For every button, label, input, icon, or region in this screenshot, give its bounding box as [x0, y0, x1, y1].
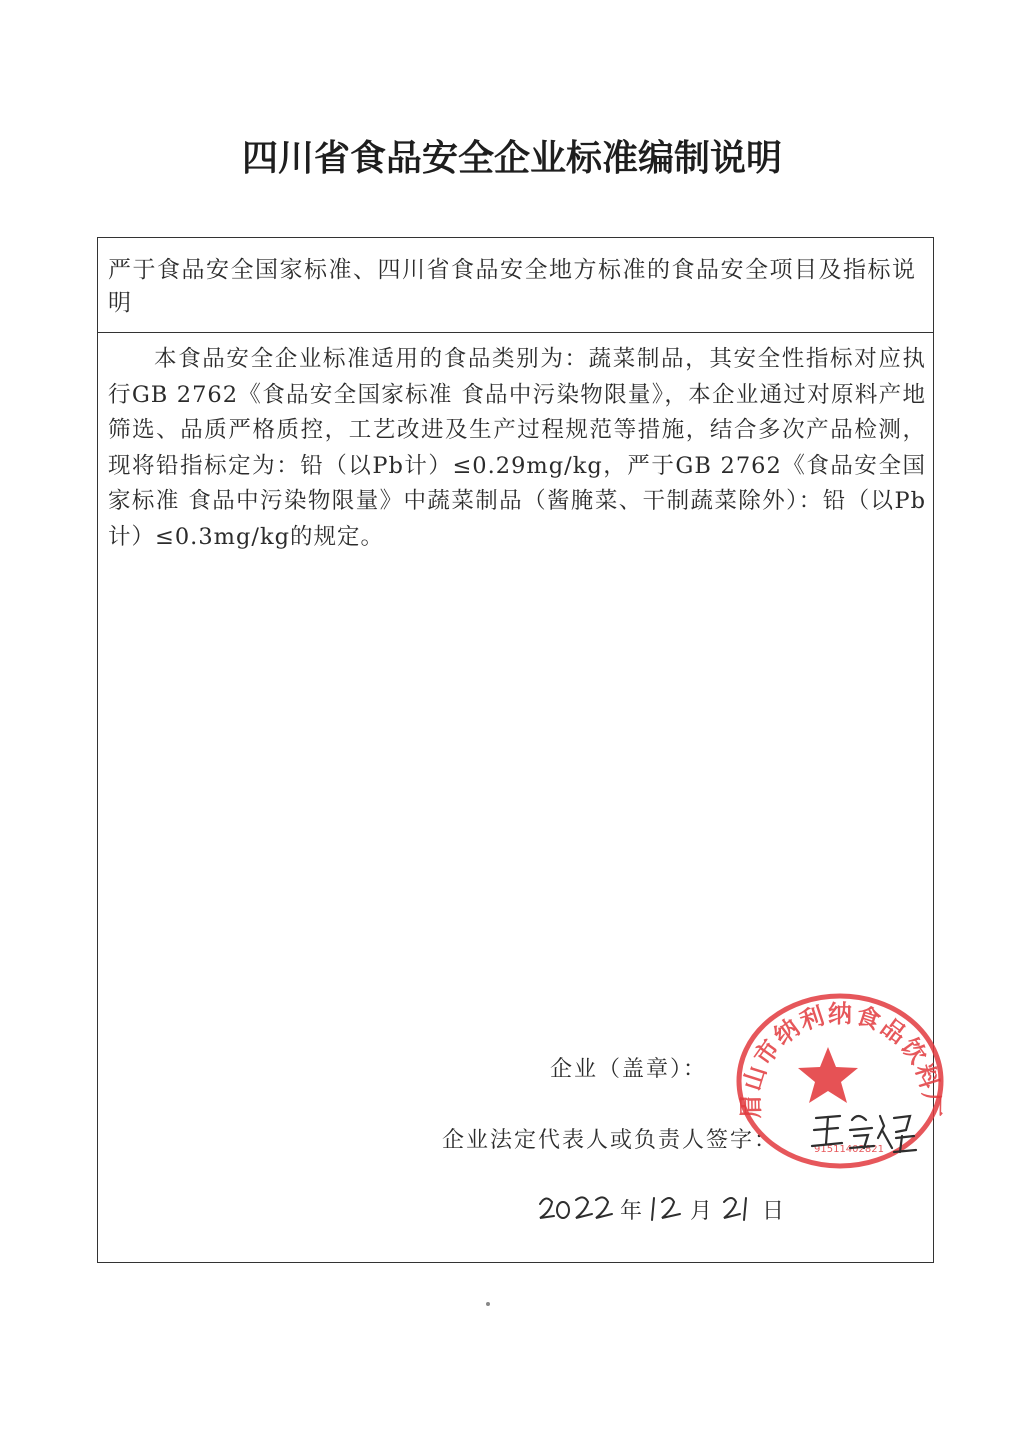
handwritten-month — [648, 1190, 688, 1226]
company-seal-label: 企业（盖章）： — [550, 1057, 708, 1082]
date-day-char: 日 — [762, 1199, 785, 1224]
handwritten-year — [536, 1190, 616, 1226]
handwritten-day — [720, 1190, 760, 1226]
representative-signature-label: 企业法定代表人或负责人签字： — [442, 1128, 779, 1153]
date-year-char: 年 — [620, 1199, 643, 1224]
table-header-text: 严于食品安全国家标准、四川省食品安全地方标准的食品安全项目及指标说明 — [108, 257, 917, 316]
date-line — [536, 1190, 796, 1230]
table-body-text: 本食品安全企业标准适用的食品类别为：蔬菜制品，其安全性指标对应执行GB 2762《食品安全国家标准 食品中污染物限量》，本企业通过对原料产地筛选、品质严格质控，工艺改进及生产过程规范等措施，结合多次产品检测，现将铅指标定为：铅（以Pb计）≤0.29mg/kg，严于GB 2762《食品安全国家标准 食品中污染物限量》中蔬菜制品（酱腌菜、干制蔬菜除外）：铅（以Pb计）≤0.3mg/kg的规定。 — [108, 346, 926, 550]
table-header-row — [98, 238, 933, 333]
date-month-char: 月 — [690, 1199, 713, 1224]
handwritten-signature — [810, 1108, 920, 1156]
document-title: 四川省食品安全企业标准编制说明 — [241, 138, 782, 179]
seal-number: 91511402821 — [814, 1144, 884, 1155]
scan-mark — [486, 1302, 490, 1306]
seal-text: 眉山市纳利纳食品饮料厂 — [736, 1000, 946, 1119]
star-icon — [798, 1047, 858, 1103]
